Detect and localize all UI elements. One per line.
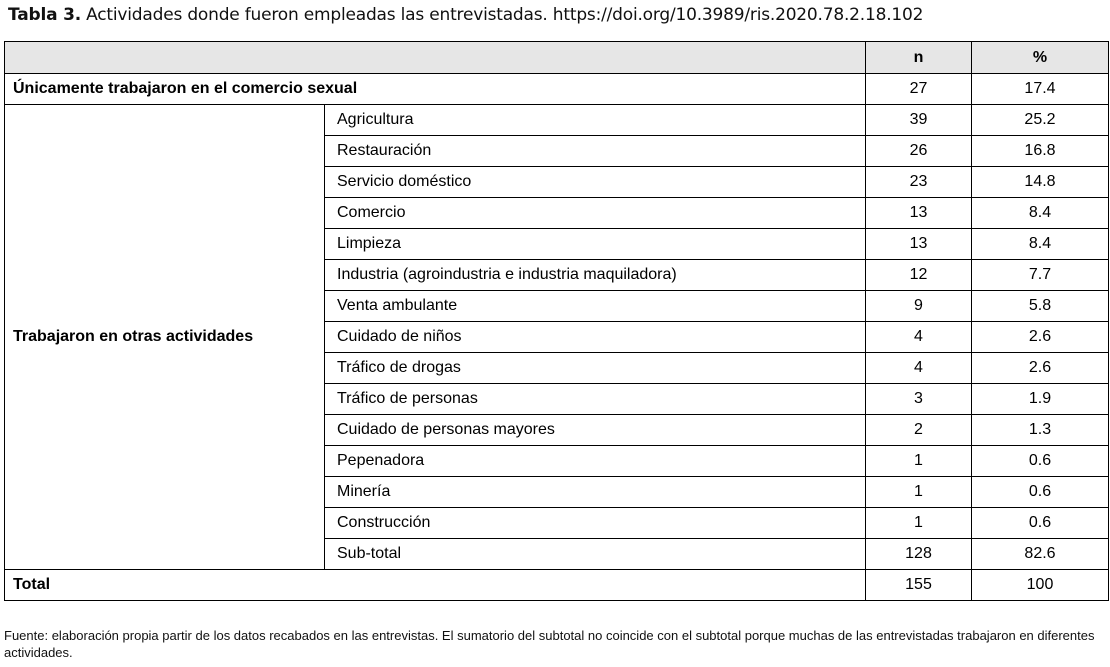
header-percent: % [972, 42, 1109, 74]
total-row [5, 570, 1109, 601]
header-n: n [866, 42, 972, 74]
percent-cell: 0.6 [972, 446, 1109, 477]
activity-cell: Cuidado de niños [325, 322, 866, 353]
n-cell: 9 [866, 291, 972, 322]
activity-cell: Cuidado de personas mayores [325, 415, 866, 446]
percent-cell: 25.2 [972, 105, 1109, 136]
header-blank-cell [5, 42, 866, 74]
activity-cell: Industria (agroindustria e industria maquiladora) [325, 260, 866, 291]
n-cell: 12 [866, 260, 972, 291]
other-activities-label: Trabajaron en otras actividades [5, 105, 325, 570]
percent-cell: 14.8 [972, 167, 1109, 198]
n-cell: 26 [866, 136, 972, 167]
n-cell: 1 [866, 508, 972, 539]
activities-table [4, 41, 1109, 601]
activity-cell: Servicio doméstico [325, 167, 866, 198]
percent-cell: 5.8 [972, 291, 1109, 322]
activity-cell: Agricultura [325, 105, 866, 136]
n-cell: 13 [866, 198, 972, 229]
only-sex-work-label: Únicamente trabajaron en el comercio sexual [5, 74, 866, 105]
only-sex-work-percent: 17.4 [972, 74, 1109, 105]
percent-cell: 16.8 [972, 136, 1109, 167]
activity-cell: Minería [325, 477, 866, 508]
n-cell: 39 [866, 105, 972, 136]
activity-cell: Comercio [325, 198, 866, 229]
table-caption [8, 5, 923, 25]
subtotal-label: Sub-total [325, 539, 866, 570]
total-percent: 100 [972, 570, 1109, 601]
header-row [5, 42, 1109, 74]
n-cell: 3 [866, 384, 972, 415]
total-n: 155 [866, 570, 972, 601]
activity-cell: Tráfico de drogas [325, 353, 866, 384]
n-cell: 23 [866, 167, 972, 198]
caption-text: Actividades donde fueron empleadas las entrevistadas. https://doi.org/10.3989/ris.2020.78.2.18.102 [80, 5, 924, 25]
activity-cell: Tráfico de personas [325, 384, 866, 415]
n-cell: 13 [866, 229, 972, 260]
n-cell: 4 [866, 322, 972, 353]
only-sex-work-n: 27 [866, 74, 972, 105]
n-cell: 2 [866, 415, 972, 446]
source-footnote: Fuente: elaboración propia partir de los datos recabados en las entrevistas. El sumatorio del subtotal no coincide con el subtotal porque muchas de las entrevistadas trabajaron en diferentes actividades. [4, 628, 1095, 660]
percent-cell: 8.4 [972, 229, 1109, 260]
percent-cell: 0.6 [972, 508, 1109, 539]
only-sex-work-row [5, 74, 1109, 105]
percent-cell: 2.6 [972, 322, 1109, 353]
n-cell: 4 [866, 353, 972, 384]
percent-cell: 8.4 [972, 198, 1109, 229]
percent-cell: 2.6 [972, 353, 1109, 384]
activity-cell: Venta ambulante [325, 291, 866, 322]
percent-cell: 7.7 [972, 260, 1109, 291]
activity-cell: Limpieza [325, 229, 866, 260]
n-cell: 1 [866, 446, 972, 477]
activity-cell: Pepenadora [325, 446, 866, 477]
activity-cell: Restauración [325, 136, 866, 167]
total-label: Total [5, 570, 866, 601]
table-row [5, 105, 1109, 136]
subtotal-percent: 82.6 [972, 539, 1109, 570]
activity-cell: Construcción [325, 508, 866, 539]
percent-cell: 1.9 [972, 384, 1109, 415]
percent-cell: 0.6 [972, 477, 1109, 508]
caption-label: Tabla 3. [8, 5, 81, 25]
percent-cell: 1.3 [972, 415, 1109, 446]
n-cell: 1 [866, 477, 972, 508]
subtotal-n: 128 [866, 539, 972, 570]
